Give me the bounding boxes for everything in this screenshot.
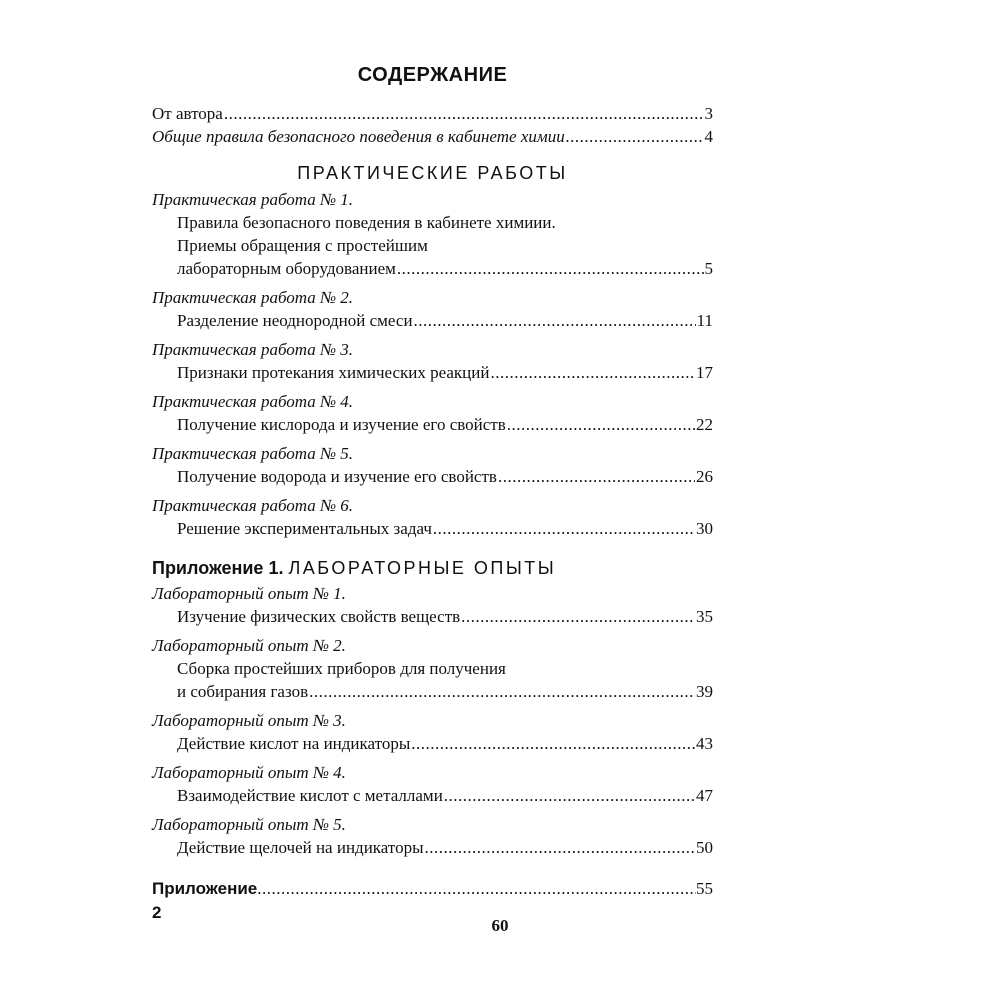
toc-group-label: Лабораторный опыт № 5. bbox=[152, 815, 346, 834]
toc-page bbox=[152, 60, 713, 922]
toc-group-label: Практическая работа № 5. bbox=[152, 444, 354, 463]
toc-group-practical-1 bbox=[152, 188, 713, 280]
toc-group-label: Лабораторный опыт № 3. bbox=[152, 711, 346, 730]
page-number: 60 bbox=[491, 916, 509, 935]
toc-entry-line: Правила безопасного поведения в кабинете химиии. bbox=[177, 213, 556, 232]
toc-page-number: 4 bbox=[704, 127, 713, 146]
dot-leader bbox=[498, 465, 695, 488]
toc-page-number: 3 bbox=[704, 104, 713, 123]
toc-entry-line: Приемы обращения с простейшим bbox=[177, 236, 428, 255]
toc-page-number: 43 bbox=[696, 734, 713, 753]
toc-group-lab-4 bbox=[152, 761, 713, 807]
toc-entry-text: Действие щелочей на индикаторы bbox=[177, 838, 424, 857]
toc-entry-practical-2[interactable] bbox=[152, 309, 713, 332]
dot-leader bbox=[309, 680, 695, 703]
toc-page-number: 11 bbox=[696, 311, 713, 330]
dot-leader bbox=[414, 309, 696, 332]
toc-page-number: 26 bbox=[696, 467, 713, 486]
toc-entry-practical-4[interactable] bbox=[152, 413, 713, 436]
section-heading-appendix-1 bbox=[152, 554, 713, 582]
dot-leader bbox=[490, 361, 695, 384]
toc-group-label: Практическая работа № 6. bbox=[152, 496, 354, 515]
toc-entry-text: лабораторным оборудованием bbox=[177, 259, 396, 278]
toc-page-number: 30 bbox=[696, 519, 713, 538]
toc-group-practical-5 bbox=[152, 442, 713, 488]
toc-group-label: Лабораторный опыт № 1. bbox=[152, 584, 346, 603]
dot-leader bbox=[397, 257, 704, 280]
toc-page-number: 17 bbox=[696, 363, 713, 382]
toc-entry-line: Сборка простейших приборов для получения bbox=[177, 659, 506, 678]
toc-group-label: Лабораторный опыт № 4. bbox=[152, 763, 346, 782]
toc-entry-text: Изучение физических свойств веществ bbox=[177, 607, 461, 626]
toc-entry-practical-3[interactable] bbox=[152, 361, 713, 384]
toc-entry-text: Разделение неоднородной смеси bbox=[177, 311, 413, 330]
toc-entry-text: От автора bbox=[152, 104, 223, 123]
toc-entry-text: Признаки протекания химических реакций bbox=[177, 363, 490, 382]
toc-entry-text: Взаимодействие кислот с металлами bbox=[177, 786, 443, 805]
dot-leader bbox=[566, 125, 704, 148]
toc-page-number: 39 bbox=[696, 682, 713, 701]
appendix-heading: ЛАБОРАТОРНЫЕ ОПЫТЫ bbox=[288, 558, 557, 578]
toc-entry-safety-rules[interactable] bbox=[152, 125, 713, 148]
toc-page-number: 50 bbox=[696, 838, 713, 857]
toc-entry-text: и собирания газов bbox=[177, 682, 309, 701]
toc-group-label: Практическая работа № 1. bbox=[152, 190, 354, 209]
toc-page-number: 55 bbox=[696, 879, 713, 898]
toc-page-number: 35 bbox=[696, 607, 713, 626]
toc-entry-practical-5[interactable] bbox=[152, 465, 713, 488]
toc-group-practical-3 bbox=[152, 338, 713, 384]
dot-leader bbox=[507, 413, 695, 436]
toc-group-practical-4 bbox=[152, 390, 713, 436]
toc-entry-practical-1[interactable] bbox=[152, 257, 713, 280]
toc-page-number: 5 bbox=[704, 259, 713, 278]
toc-group-lab-2 bbox=[152, 634, 713, 703]
toc-entry-text: Общие правила безопасного поведения в кабинете химии bbox=[152, 127, 565, 146]
toc-group-lab-5 bbox=[152, 813, 713, 859]
dot-leader bbox=[444, 784, 695, 807]
toc-group-label: Практическая работа № 3. bbox=[152, 340, 354, 359]
dot-leader bbox=[433, 517, 695, 540]
toc-entry-lab-5[interactable] bbox=[152, 836, 713, 859]
appendix-label: Приложение 1. bbox=[152, 558, 284, 578]
toc-group-label: Практическая работа № 4. bbox=[152, 392, 354, 411]
toc-entry-text: Получение кислорода и изучение его свойств bbox=[177, 415, 506, 434]
toc-entry-practical-6[interactable] bbox=[152, 517, 713, 540]
section-heading-practical: ПРАКТИЧЕСКИЕ РАБОТЫ bbox=[297, 163, 568, 183]
dot-leader bbox=[411, 732, 695, 755]
toc-page-number: 47 bbox=[696, 786, 713, 805]
toc-entry-text: Решение экспериментальных задач bbox=[177, 519, 432, 538]
toc-group-practical-2 bbox=[152, 286, 713, 332]
toc-entry-lab-1[interactable] bbox=[152, 605, 713, 628]
toc-group-practical-6 bbox=[152, 494, 713, 540]
dot-leader bbox=[425, 836, 695, 859]
dot-leader bbox=[257, 877, 696, 901]
toc-entry-text: Действие кислот на индикаторы bbox=[177, 734, 411, 753]
toc-page-number: 22 bbox=[696, 415, 713, 434]
toc-entry-lab-4[interactable] bbox=[152, 784, 713, 807]
appendix-label: Приложение 2 bbox=[152, 879, 258, 922]
toc-group-label: Лабораторный опыт № 2. bbox=[152, 636, 346, 655]
toc-entry-from-author[interactable] bbox=[152, 102, 713, 125]
dot-leader bbox=[224, 102, 704, 125]
toc-entry-lab-3[interactable] bbox=[152, 732, 713, 755]
toc-entry-text: Получение водорода и изучение его свойств bbox=[177, 467, 497, 486]
toc-group-lab-1 bbox=[152, 582, 713, 628]
toc-group-label: Практическая работа № 2. bbox=[152, 288, 354, 307]
toc-group-lab-3 bbox=[152, 709, 713, 755]
toc-entry-lab-2[interactable] bbox=[152, 680, 713, 703]
toc-entry-appendix-2[interactable] bbox=[152, 877, 713, 922]
page-title: СОДЕРЖАНИЕ bbox=[357, 64, 508, 86]
dot-leader bbox=[461, 605, 695, 628]
